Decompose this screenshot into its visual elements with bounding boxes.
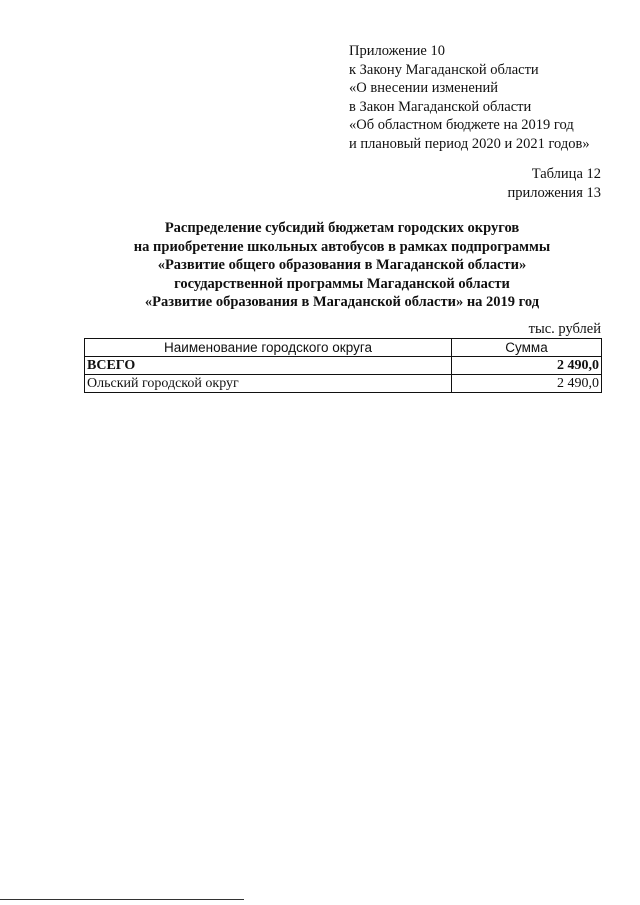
footer-divider: [0, 899, 244, 900]
table-header-row: [85, 339, 602, 357]
document-title: [84, 219, 600, 312]
cell-name: ВСЕГО: [85, 357, 452, 375]
cell-name: Ольский городской округ: [85, 375, 452, 393]
appendix-line: и плановый период 2020 и 2021 годов»: [349, 135, 590, 152]
subsidy-table: [84, 338, 602, 393]
table-row: [85, 375, 602, 393]
title-line: Распределение субсидий бюджетам городских округов: [164, 220, 520, 236]
appendix-line: к Закону Магаданской области: [349, 61, 539, 78]
table-reference: [508, 165, 601, 203]
appendix-header: [349, 42, 590, 153]
appendix-line: Приложение 10: [349, 43, 445, 59]
header-district-name: Наименование городского округа: [85, 339, 452, 357]
title-line: государственной программы Магаданской области: [174, 275, 510, 292]
title-line: на приобретение школьных автобусов в рамках подпрограммы: [133, 238, 551, 255]
cell-sum: 2 490,0: [452, 375, 602, 393]
table-number: Таблица 12: [531, 166, 601, 182]
appendix-number: приложения 13: [507, 185, 601, 201]
unit-label: тыс. рублей: [528, 321, 601, 337]
appendix-line: «Об областном бюджете на 2019 год: [349, 117, 574, 133]
title-line: «Развитие общего образования в Магаданской области»: [157, 257, 527, 273]
appendix-line: «О внесении изменений: [349, 80, 499, 96]
title-line: «Развитие образования в Магаданской области» на 2019 год: [144, 294, 540, 310]
table-row-total: [85, 357, 602, 375]
appendix-line: в Закон Магаданской области: [349, 98, 532, 115]
header-sum: Сумма: [452, 339, 602, 357]
cell-sum: 2 490,0: [452, 357, 602, 375]
